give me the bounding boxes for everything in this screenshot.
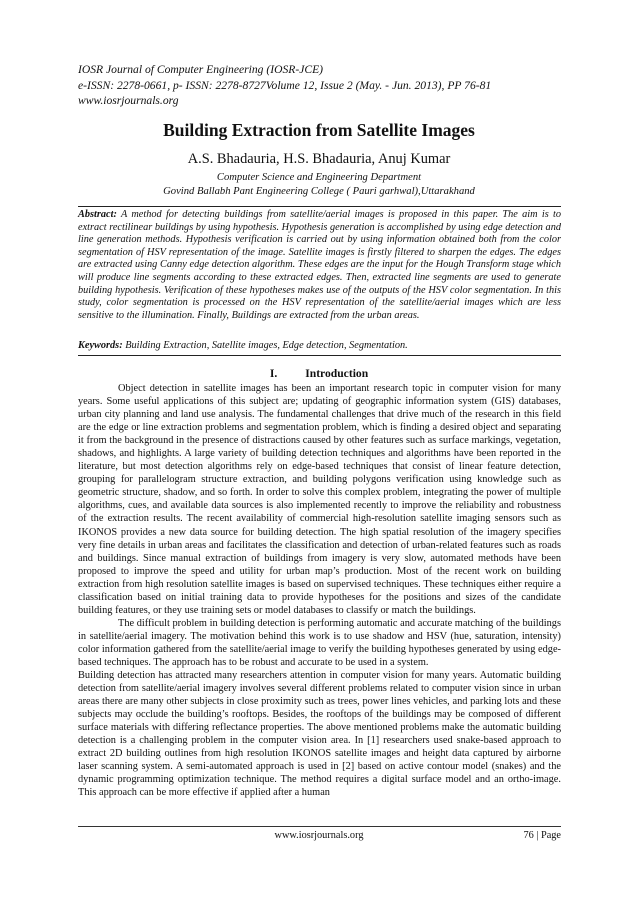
keywords-text: Building Extraction, Satellite images, Edge detection, Segmentation. [122, 340, 408, 351]
abstract-label: Abstract: [78, 209, 117, 220]
abstract-text: A method for detecting buildings from satellite/aerial images is proposed in this paper. The aim is to extract rectilinear buildings by using hypothesis. Hypothesis generation is accomplished by using edge detection and line generation methods. Hypothesis verification is carried out by using information obtained both from the color segmentation of HSV representation of the image. Satellite images is firstly filtered to sharpen the edges. The edges are extracted using Canny edge detection algorithm. These edges are the input for the Hough Transform stage which will produce line segments according to these extracted edges. Then, extracted line segments are used to generate building hypothesis. Verification of these hypotheses makes use of the outputs of the HSV color segmentation. In this study, color segmentation is processed on the HSV representation of the satellite/aerial images which are less sensitive to the illumination. Finally, Buildings are extracted from the urban areas. [78, 209, 561, 321]
abstract [78, 209, 561, 322]
author-affiliation: Govind Ballabh Pant Engineering College ( Pauri garhwal),Uttarakhand [163, 186, 475, 197]
section-title: Introduction [305, 367, 369, 380]
section-number: I. [269, 367, 278, 380]
abstract-bottom-rule [78, 355, 561, 356]
body-paragraph: Object detection in satellite images has been an important research topic in computer vision for many years. Some useful applications of this subject are; updating of geographic information system (GIS) databases, urban city planning and land use analysis. The fundamental challenges that drive much of the research in this field are the edge or line extraction problems and segmentation problem, which is finding a desired object and separating it from the background in the presence of distractions caused by other features such as surface markings, vegetation, shadows, and highlights. A large variety of building detection techniques and algorithms have been reported in the literature, but most detection algorithms rely on edge-based techniques that consist of linear feature detection, grouping for parallelogram structure extraction, and building polygons verification using knowledge such as geometric structure, shadow, and so forth. In order to solve this complex problem, integrating the power of multiple algorithms, cues, and available data sources is also implemented recently to improve the reliability and robustness of the extraction results. The recent availability of commercial high-resolution satellite imaging sensors such as IKONOS provides a new data source for building detection. The high spatial resolution of the imagery specifies very fine details in urban areas and facilitates the classification and detection of urban-related features such as roads and buildings. Since manual extraction of buildings from imagery is very slow, automated methods have been proposed to improve the speed and utility for urban map’s production. Most of the recent work on building extraction from high resolution satellite images is based on supervised techniques. These techniques either require a classification based on initial training data to provide hypotheses for the positions and sizes of the candidate building features, or they use training sets or model databases to classify or match the buildings. [78, 383, 561, 616]
abstract-top-rule [78, 206, 561, 207]
journal-issn: e-ISSN: 2278-0661, p- ISSN: 2278-8727Volume 12, Issue 2 (May. - Jun. 2013), PP 76-81 [78, 78, 492, 92]
footer-page-number: 76 | Page [523, 830, 561, 841]
introduction-body [78, 382, 561, 800]
body-paragraph: The difficult problem in building detection is performing automatic and accurate matching of the buildings in satellite/aerial imagery. The motivation behind this work is to use shadow and HSV (hue, saturation, intensity) color information gathered from the satellite/aerial image to verify the building hypotheses generated by using edge-based techniques. The approach has to be robust and accurate to be used in a system. [78, 617, 561, 668]
section-heading [0, 367, 638, 380]
body-paragraph: Building detection has attracted many researchers attention in computer vision for many years. Automatic building detection from satellite/aerial imagery involves several different problems related to computer vision since in urban areas there are many other subjects in close proximity such as trees, power lines vehicles, and parking lots and these subjects may occlude the building’s rooftops. Besides, the rooftops of the buildings may be composed of different surface materials with differing reflectance properties. The above mentioned problems make the automatic building detection is a challenging problem in the computer vision area. In [1] researchers used snake-based approach to extract 2D building outlines from high resolution IKONOS satellite images and height data captured by airborne laser scanning system. A semi-automated approach is used in [2] based on active contour model (snakes) and the dynamic programming optimization technique. The method requires a digital surface model and an ortho-image. This approach can be more effective if applied after a human [78, 670, 561, 799]
journal-name: IOSR Journal of Computer Engineering (IOSR-JCE) [78, 63, 324, 76]
journal-header [78, 62, 578, 109]
author-department: Computer Science and Engineering Department [216, 172, 422, 183]
keywords-label: Keywords: [78, 340, 123, 351]
footer-website: www.iosrjournals.org [274, 830, 364, 841]
paper-title: Building Extraction from Satellite Images [163, 120, 475, 140]
paper-authors: A.S. Bhadauria, H.S. Bhadauria, Anuj Kumar [187, 151, 451, 167]
keywords [78, 340, 561, 353]
journal-website: www.iosrjournals.org [78, 94, 179, 107]
footer-rule [78, 826, 561, 827]
